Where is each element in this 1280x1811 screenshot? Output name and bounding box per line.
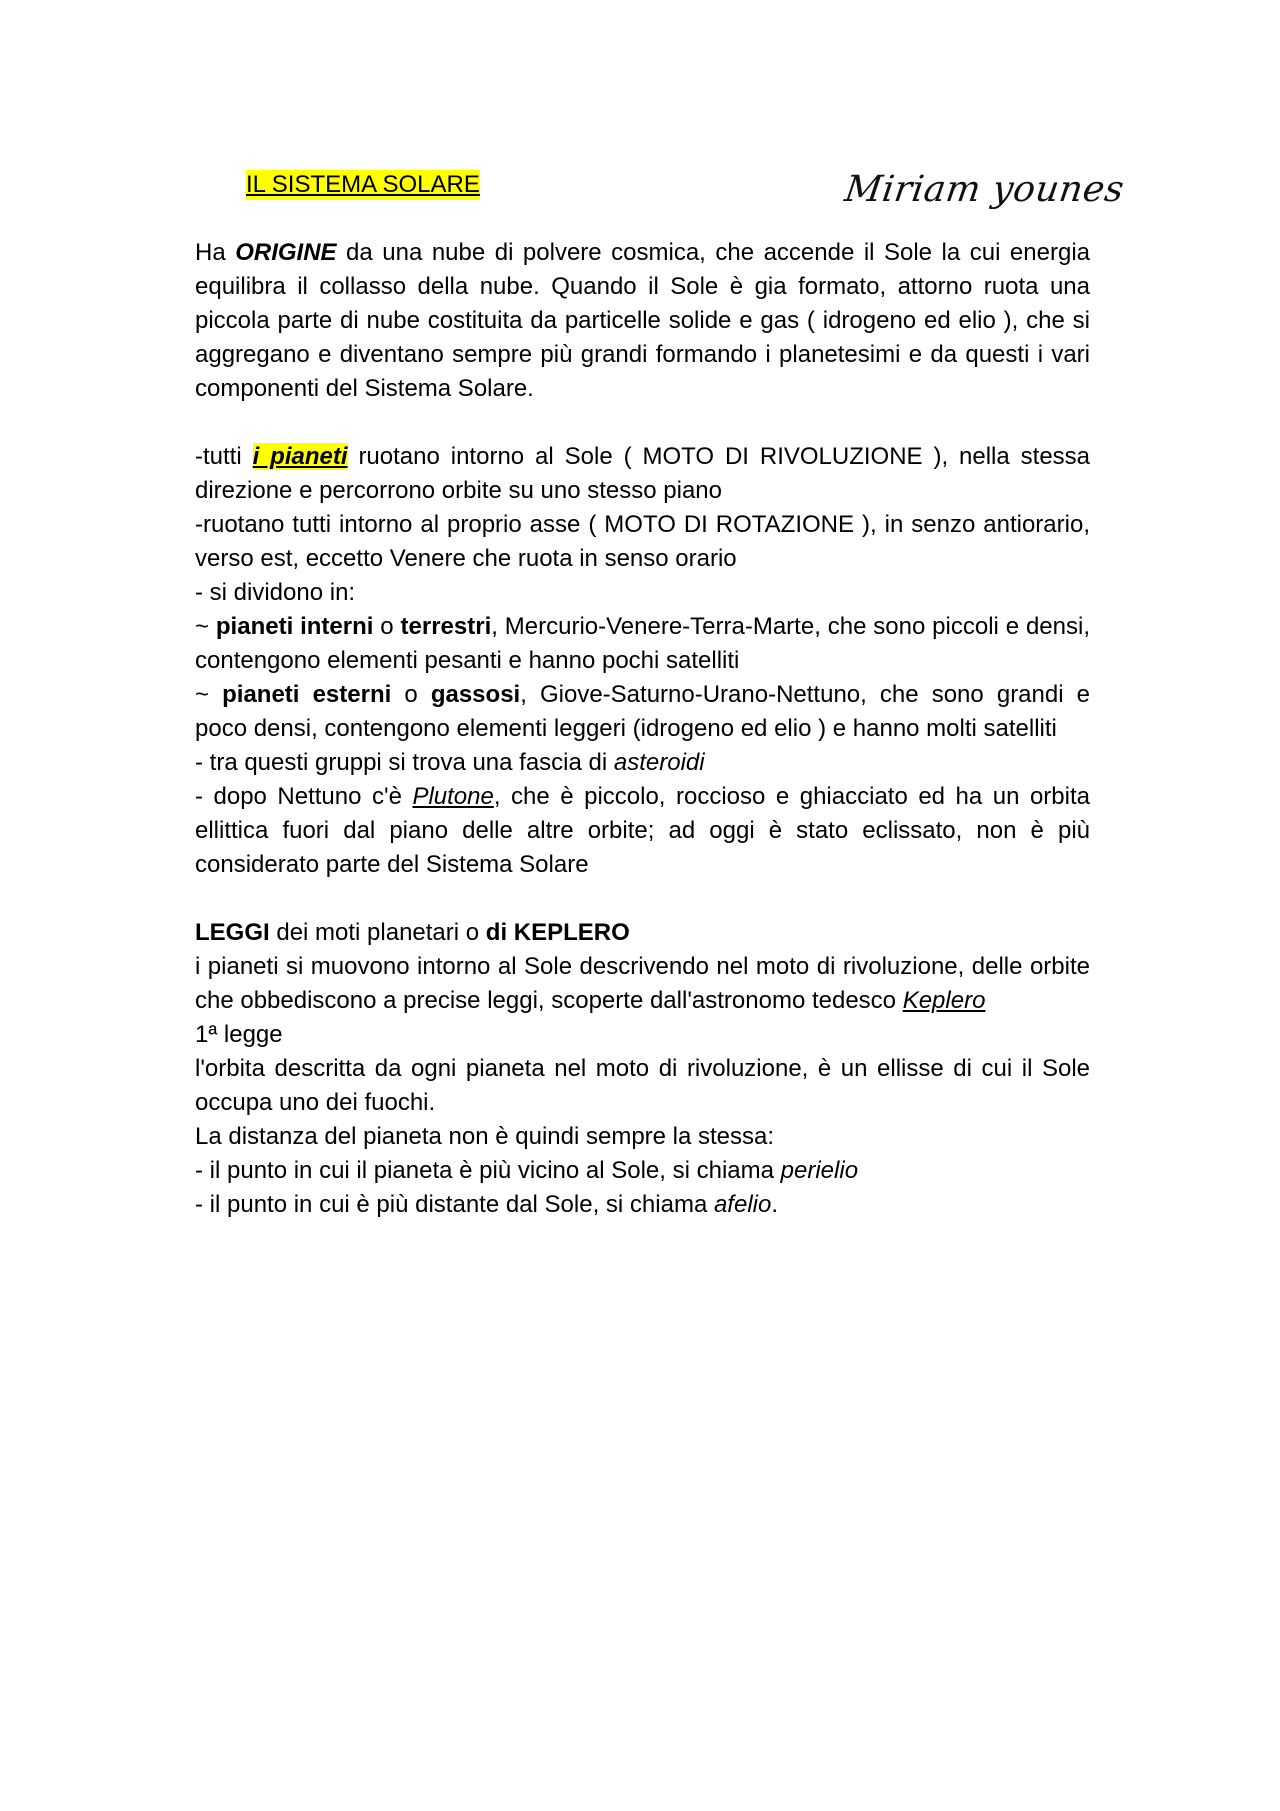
text: . (771, 1191, 778, 1218)
text: o (391, 681, 431, 708)
text: pianeti esterni (222, 681, 392, 708)
text: Keplero (902, 987, 986, 1014)
text: Plutone (412, 783, 494, 810)
text: dei moti planetari o (269, 919, 486, 946)
text: perielio (780, 1157, 859, 1184)
text: , che è piccolo, roccioso e ghiacciato ed ha un orbita ellittica fuori dal piano delle altre orbite; ad oggi è stato eclissato, non è più considerato parte del Sistema Solare (195, 783, 1090, 878)
paragraph-keplero-intro (195, 950, 1090, 1018)
paragraph-pianeti-rotazione: -ruotano tutti intorno al proprio asse ( MOTO DI ROTAZIONE ), in senzo antiorario, verso est, eccetto Venere che ruota in senso orario (195, 511, 1090, 572)
text: , Mercurio-Venere-Terra-Marte, che sono piccoli e densi, contengono elementi pesanti e hanno pochi satelliti (195, 613, 1090, 674)
text: ~ (195, 681, 223, 708)
text: o (373, 613, 401, 640)
text: pianeti interni (215, 613, 374, 640)
text: terrestri (400, 613, 492, 640)
text: - tra questi gruppi si trova una fascia di (195, 749, 614, 776)
paragraph-plutone (195, 780, 1090, 882)
paragraph-pianeti-esterni (195, 678, 1090, 746)
keplero-heading (195, 916, 1090, 950)
spacer (195, 882, 1090, 916)
text: da una nube di polvere cosmica, che accende il Sole la cui energia equilibra il collasso della nube. Quando il Sole è gia formato, attorno ruota una piccola parte di nube costituita da particelle solide e gas ( idrogeno ed elio ), che si aggregano e diventano sempre più grandi formando i planetesimi e da questi i vari componenti del Sistema Solare. (195, 239, 1090, 402)
pianeti-keyword: i pianeti (252, 443, 348, 470)
paragraph-afelio (195, 1188, 1090, 1222)
text: i pianeti si muovono intorno al Sole descrivendo nel moto di rivoluzione, delle orbite che obbediscono a precise leggi, scoperte dall'astronomo tedesco (195, 953, 1090, 1014)
text: ruotano intorno al Sole ( MOTO DI RIVOLUZIONE ), nella stessa direzione e percorrono orbite su uno stesso piano (195, 443, 1091, 504)
text: gassosi (430, 681, 521, 708)
paragraph-dividono: - si dividono in: (195, 579, 356, 606)
text: afelio (713, 1191, 772, 1218)
page-title: IL SISTEMA SOLARE (246, 171, 480, 198)
document-body (195, 236, 1090, 1222)
paragraph-pianeti-interni (195, 610, 1090, 678)
text: LEGGI (195, 919, 270, 946)
legge-1-label: 1ª legge (195, 1021, 283, 1048)
paragraph-legge-1: l'orbita descritta da ogni pianeta nel moto di rivoluzione, è un ellisse di cui il Sole occupa uno dei fuochi. (195, 1055, 1090, 1116)
text: - il punto in cui il pianeta è più vicino al Sole, si chiama (195, 1157, 781, 1184)
paragraph-distanza: La distanza del pianeta non è quindi sempre la stessa: (195, 1123, 775, 1150)
text: asteroidi (613, 749, 705, 776)
paragraph-asteroidi (195, 746, 1090, 780)
text: - il punto in cui è più distante dal Sole, si chiama (195, 1191, 714, 1218)
author-signature: Miriam younes (842, 169, 1127, 210)
text: - dopo Nettuno c'è (195, 783, 413, 810)
text: di KEPLERO (485, 919, 630, 946)
text: ~ (195, 613, 216, 640)
paragraph-perielio (195, 1154, 1090, 1188)
text: , Giove-Saturno-Urano-Nettuno, che sono grandi e poco densi, contengono elementi leggeri (idrogeno ed elio ) e hanno molti satelliti (195, 681, 1091, 742)
origine-keyword: ORIGINE (235, 239, 337, 266)
text: Ha (195, 239, 236, 266)
spacer (195, 406, 1090, 440)
paragraph-pianeti-rivoluzione (195, 440, 1090, 508)
paragraph-origine (195, 236, 1090, 406)
text: -tutti (195, 443, 253, 470)
